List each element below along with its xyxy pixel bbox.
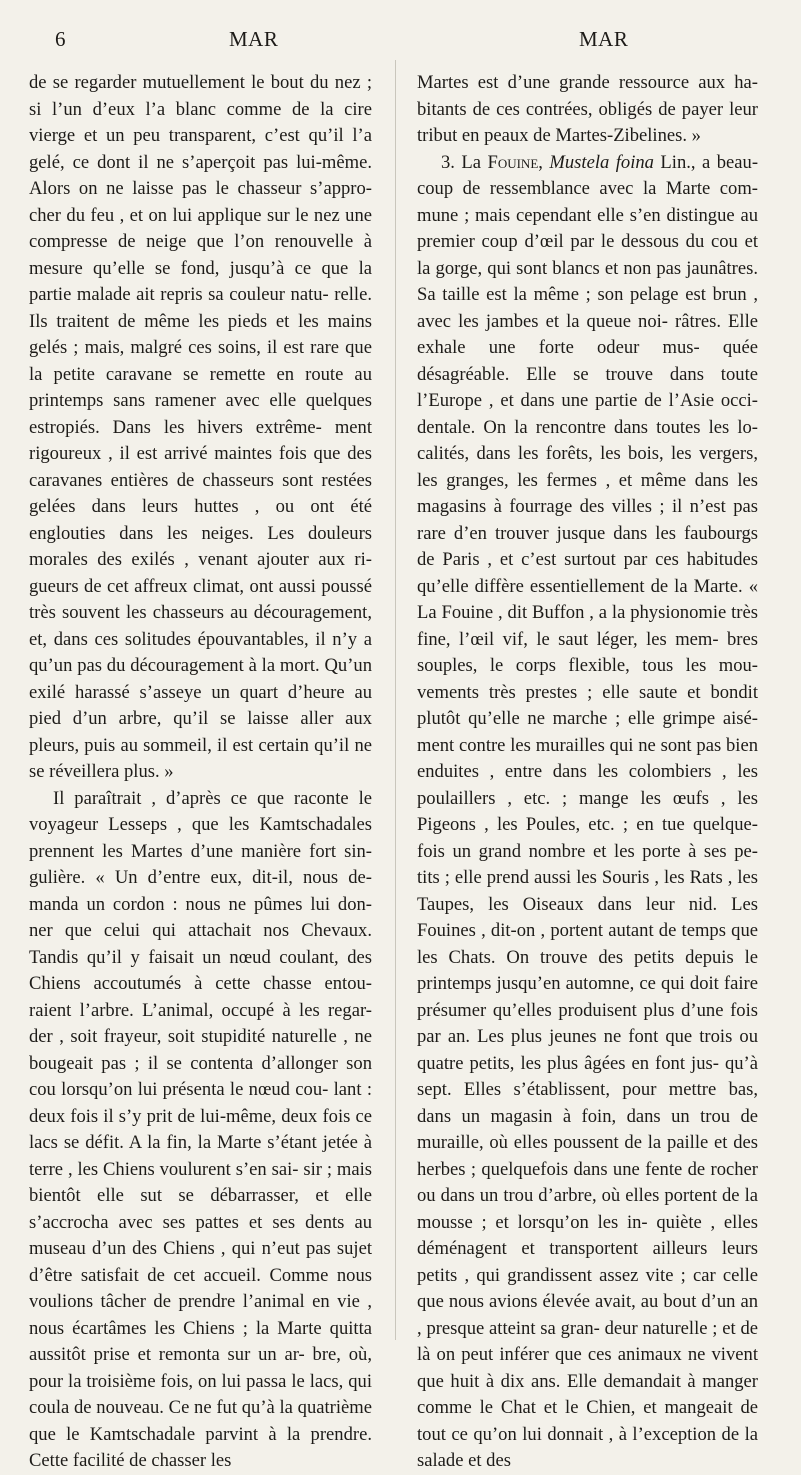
running-head-left: MAR [229,27,279,51]
paragraph: de se regarder mutuellement le bout du nez ; si l’un d’eux l’a blanc comme de la cire vierge et un peu transparent, c’est qu’il l’a gelé, ce dont il ne s’aperçoit pas lui-même. Alors on ne laisse pas le chasseur s’appro- cher du feu , et on lui applique sur le nez une compresse de neige que l’on renouvelle à mesure qu’elle se fond, jusqu’à ce que la partie malade ait repris sa couleur natu- relle. Ils traitent de même les pieds et les mains gelés ; mais, malgré ces soins, il est rare que la petite caravane se remette en route au printemps sans ramener avec elle quelques estropiés. Dans les hivers extrême- ment rigoureux , il est arrivé maintes fois que des caravanes entières de chasseurs sont restées gelées dans leurs huttes , ou ont été englouties dans les neiges. Les douleurs morales des exilés , venant ajouter aux ri- gueurs de cet affreux climat, ont aussi poussé très souvent les chasseurs au découragement, et, dans ces solitudes épouvantables, il n’y a qu’un pas du découragement à la mort. Qu’un exilé harassé s’asseye un quart d’heure au pied d’un arbre, qu’il se laisse aller aux pleurs, puis au sommeil, il est certain qu’il ne se réveillera plus. » [29,72,372,782]
paragraph: Martes est d’une grande ressource aux ha- bitants de ces contrées, obligés de payer leur tribut en peaux de Martes-Zibelines. » [417,72,758,146]
species-name: Fouine [487,151,539,173]
running-head-right: MAR [579,27,629,51]
column-divider [395,60,396,1340]
paragraph: Il paraîtrait , d’après ce que raconte le voyageur Lesseps , que les Kamtschadales prennent les Martes d’une manière fort sin- gulière. « Un d’entre eux, dit-il, nous de- manda un cordon : nous ne pûmes lui don- ner que celui qui attachait nos Chevaux. Tandis qu’il y faisait un nœud coulant, des Chiens accoutumés à cette chasse entou- raient l’arbre. L’animal, occupé à les regar- der , soit frayeur, soit stupidité naturelle , ne bougeait pas ; il se contenta d’allonger son cou lorsqu’on lui présenta le nœud cou- lant : deux fois il s’y prit de lui-même, deux fois ce lacs se défit. A la fin, la Marte s’étant jetée à terre , les Chiens voulurent s’en sai- sir ; mais bientôt elle sut se débarrasser, et elle s’accrocha avec ses pattes et ses dents au museau d’un des Chiens , qui n’eut pas sujet d’être satisfait de cet accueil. Comme nous voulions tâcher de prendre l’animal en vie , nous écartâmes les Chiens ; la Marte quitta aussitôt prise et remonta sur un ar- bre, où, pour la troisième fois, on lui passa le lacs, qui coula de nouveau. Ce ne fut qu’à la quatrième que le Kamtschadale parvint à la prendre. Cette facilité de chasser les [29,787,372,1471]
entry-text: Lin., a beau- coup de ressemblance avec la Marte com- mune ; mais cependant elle s’en distingue au premier coup d’œil par le dessous du cou et la gorge, qui sont blancs et non pas jaunâtres. Sa taille est la même ; son pelage est brun , avec les jambes et la queue noi- râtres. Elle exhale une forte odeur mus- quée désagréable. Elle se trouve dans toute l’Europe , et dans une partie de l’Asie occi- dentale. On la rencontre dans toutes les lo- calités, dans les forêts, les bois, les vergers, les granges, les fermes , et même dans les magasins à fourrage des villes ; il n’est pas rare d’en trouver jusque dans les faubourgs de Paris , et c’est surtout par ces habitudes qu’elle diffère essentiellement de la Marte. « La Fouine , dit Buffon , a la physionomie très fine, l’œil vif, le saut léger, les mem- bres souples, le corps flexible, tous les mou- vements très prestes ; elle saute et bondit plutôt qu’elle ne marche ; elle grimpe aisé- ment contre les murailles qui ne sont pas bien enduites , entre dans les colombiers , les poulaillers , etc. ; mange les œufs , les Pigeons , les Poules, etc. ; en tue quelque- fois un grand nombre et les porte à ses pe- tits ; elle prend aussi les Souris , les Rats , les Taupes, les Oiseaux dans leur nid. Les Fouines , dit-on , portent autant de temps que les Chats. On trouve des petits depuis le printemps jusqu’en automne, ce qui doit faire présumer qu’elles produisent plus d’une fois par an. Les plus jeunes ne font que trois ou quatre petits, les plus âgées en font jus- qu’à sept. Elles s’établissent, pour mettre bas, dans un magasin à foin, dans un trou de muraille, où elles poussent de la paille et des herbes ; quelquefois dans une fente de rocher ou dans un trou d’arbre, où elles portent de la mousse ; et lorsqu’on les in- quiète , elles déménagent et transportent ailleurs leurs petits , qui grandissent assez vite ; car celle que nous avions élevée avait, au bout d’un an , presque atteint sa gran- deur naturelle ; et de là on peut inférer que ces animaux ne vivent que huit à dix ans. Elle demandait à manger comme le Chat et le Chien, et mangeait de tout ce qu’on lui donnait , à l’exception de la salade et des [417,151,759,1471]
latin-name: Mustela foina [549,151,654,173]
separator: , [538,151,550,173]
left-column [29,70,372,1475]
right-column [417,70,758,1475]
entry-number: 3. La [441,151,488,173]
page-number: 6 [55,27,66,51]
species-entry [417,150,758,1475]
